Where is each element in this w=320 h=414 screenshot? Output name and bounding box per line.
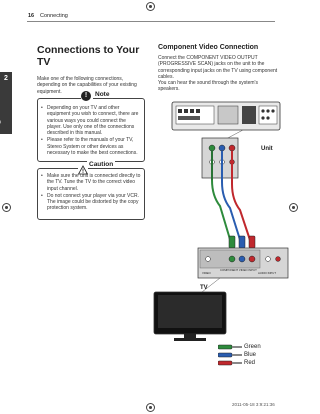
registration-mark-bottom (146, 403, 155, 412)
section-title: Connections to Your TV (37, 44, 140, 68)
cable-legend-graphic (218, 344, 244, 370)
chapter-label (0, 120, 1, 145)
caution-title: Caution (89, 161, 114, 168)
tv-label: TV (200, 285, 208, 291)
unit-device-illustration (172, 102, 280, 130)
registration-mark-right (289, 203, 298, 212)
registration-mark-left (2, 203, 11, 212)
legend-green: Green (244, 344, 261, 350)
caution-item: • Make sure the unit is connected directly to the TV. Tune the TV to the correct video input channel. (41, 173, 141, 192)
caution-item: • Do not connect your player via your VCR. The image could be distorted by the copy protection system. (41, 193, 141, 212)
component-connection-diagram (150, 96, 290, 346)
tv-illustration (154, 292, 226, 341)
caution-list (41, 173, 141, 213)
legend-blue: Blue (244, 352, 257, 358)
note-item: • Please refer to the manuals of your TV, Stereo System or other devices as necessary to make the best connections. (41, 137, 141, 156)
intro-paragraph: Make one of the following connections, depending on the capabilities of your existing equipment. (37, 76, 137, 95)
note-title: Note (95, 91, 110, 98)
tv-video-jack-label: VIDEO (202, 271, 211, 275)
note-list (41, 105, 141, 157)
unit-label: Unit (261, 146, 273, 152)
legend-red: Red (244, 360, 256, 366)
note-item: • Depending on your TV and other equipment you wish to connect, there are various ways you could connect the player. Use only one of the connections described in this manual. (41, 105, 141, 136)
page-number: 16 (28, 13, 35, 19)
tv-component-input-label: COMPONENT VIDEO INPUT (220, 268, 257, 272)
header-section-title: Connecting (40, 13, 68, 19)
speaker-paragraph: You can hear the sound through the system's speakers. (158, 80, 259, 93)
tv-audio-jack-label: AUDIO INPUT (258, 271, 277, 275)
header-rule (27, 21, 275, 22)
note-exclamation-icon (81, 91, 93, 103)
component-paragraph: Connect the COMPONENT VIDEO OUTPUT (PROGRESSIVE SCAN) jacks on the unit to the corresponding input jacks on the TV using component cables. (158, 55, 278, 80)
subsection-title: Component Video Connection (158, 44, 259, 51)
chapter-number: 2 (4, 75, 8, 82)
registration-mark-top (146, 2, 155, 11)
print-timestamp: 2011-05-18 3:9:21:36 (232, 402, 275, 407)
